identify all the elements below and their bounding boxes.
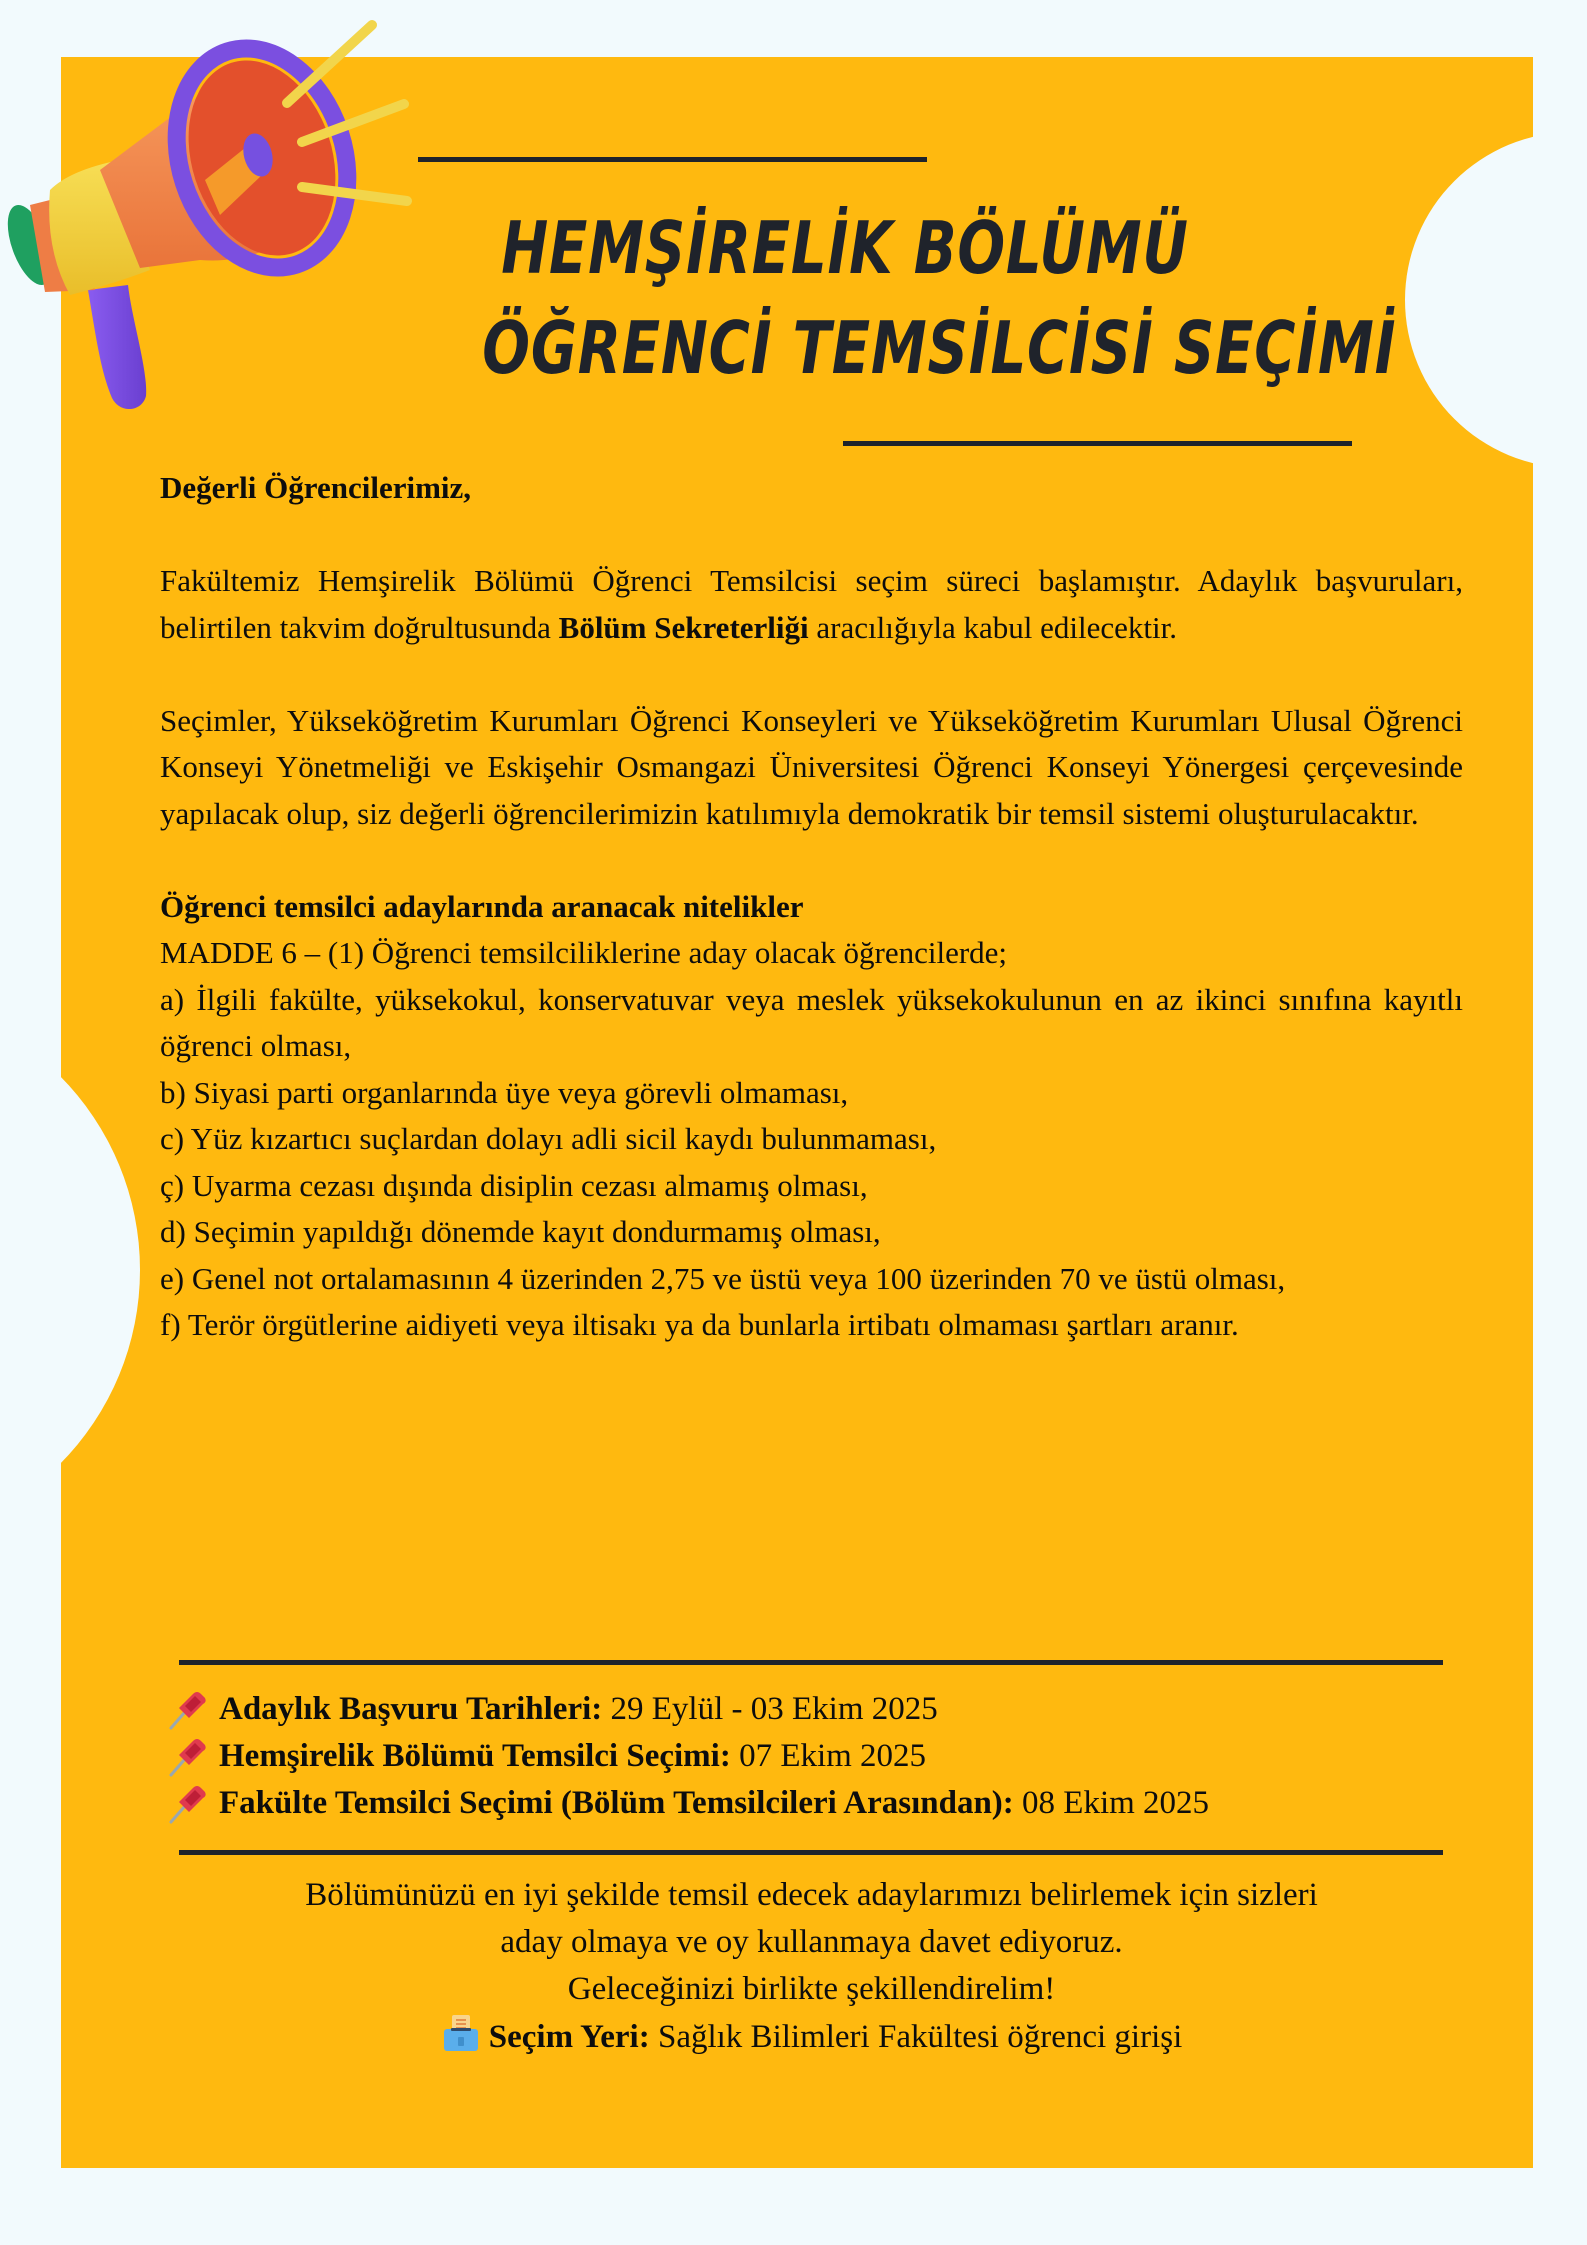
criteria-heading: Öğrenci temsilci adaylarında aranacak nitelikler [160, 888, 804, 924]
title-line-2: ÖĞRENCİ TEMSİLCİSİ SEÇİMİ [482, 306, 1397, 390]
closing-line: aday olmaya ve oy kullanmaya davet ediyoruz. [500, 1924, 1123, 1960]
pushpin-icon [165, 1688, 209, 1732]
criteria-item: e) Genel not ortalamasının 4 üzerinden 2,75 ve üstü veya 100 üzerinden 70 ve üstü olması, [160, 1260, 1286, 1296]
closing-message [160, 1872, 1463, 2061]
date-item: Adaylık Başvuru Tarihleri: 29 Eylül - 03 Ekim 2025 [165, 1686, 1465, 1733]
election-location: Seçim Yeri: Sağlık Bilimleri Fakültesi öğrenci girişi [160, 2013, 1463, 2061]
important-dates [165, 1686, 1465, 1827]
section-divider [179, 1660, 1443, 1665]
criteria-item: d) Seçimin yapıldığı dönemde kayıt dondurmamış olması, [160, 1214, 881, 1249]
greeting: Değerli Öğrencilerimiz, [160, 470, 472, 505]
criteria-item: ç) Uyarma cezası dışında disiplin cezası almamış olması, [160, 1167, 868, 1203]
section-divider [179, 1850, 1443, 1855]
pushpin-icon [165, 1782, 209, 1826]
title-rule-bottom [843, 441, 1352, 446]
regulation-paragraph: Seçimler, Yükseköğretim Kurumları Öğrenci Konseyleri ve Yükseköğretim Kurumları Ulusal Öğrenci Konseyi Yönetmeliği ve Eskişehir Osmangazi Üniversitesi Öğrenci Konseyi Yönergesi çerçevesinde yapılacak olup, siz değerli öğrencilerimizin katılımıyla demokratik bir temsil sistemi oluşturulacaktır. [160, 702, 1463, 831]
title-rule-top [418, 157, 927, 162]
ballot-box-icon [441, 2013, 481, 2053]
closing-line: Geleceğinizi birlikte şekillendirelim! [567, 1971, 1056, 2007]
intro-paragraph: Fakültemiz Hemşirelik Bölümü Öğrenci Temsilcisi seçim süreci başlamıştır. Adaylık başvuruları, belirtilen takvim doğrultusunda Bölüm Sekreterliği aracılığıyla kabul edilecektir. [160, 563, 1463, 645]
pushpin-icon [165, 1735, 209, 1779]
closing-line: Bölümünüzü en iyi şekilde temsil edecek adaylarımızı belirlemek için sizleri [305, 1877, 1318, 1913]
criteria-item: c) Yüz kızartıcı suçlardan dolayı adli sicil kaydı bulunmaması, [160, 1121, 937, 1156]
criteria-item: b) Siyasi parti organlarında üye veya görevli olmaması, [160, 1074, 849, 1110]
criteria-item: a) İlgili fakülte, yüksekokul, konservatuvar veya meslek yüksekokulunun en az ikinci sınıfına kayıtlı öğrenci olması, [160, 981, 1463, 1063]
date-item: Hemşirelik Bölümü Temsilci Seçimi: 07 Ekim 2025 [165, 1733, 1465, 1780]
criteria-intro: MADDE 6 – (1) Öğrenci temsilciliklerine aday olacak öğrencilerde; [160, 935, 1008, 970]
criteria-item: f) Terör örgütlerine aidiyeti veya iltisakı ya da bunlarla irtibatı olmaması şartları aranır. [160, 1307, 1239, 1342]
date-item: Fakülte Temsilci Seçimi (Bölüm Temsilcileri Arasından): 08 Ekim 2025 [165, 1780, 1465, 1827]
announcement-body [160, 465, 1463, 1349]
megaphone-icon [0, 0, 430, 420]
page-title [482, 198, 1397, 398]
title-line-1: HEMŞİRELİK BÖLÜMÜ [501, 206, 1189, 290]
secretariat-emphasis: Bölüm Sekreterliği [558, 609, 809, 645]
